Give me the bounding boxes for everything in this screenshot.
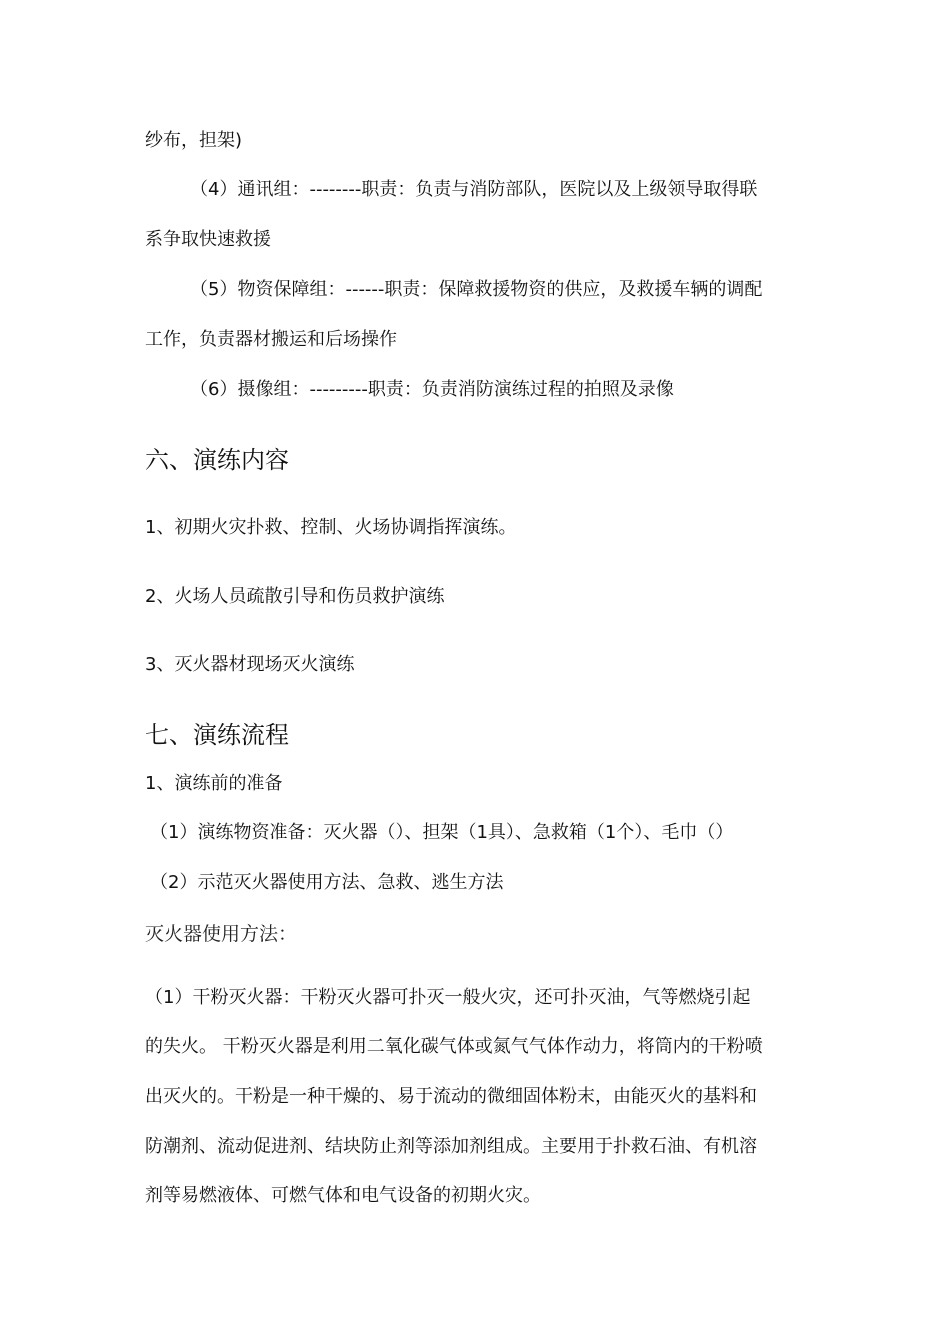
- paragraph-line: 的失火。 干粉灭火器是利用二氧化碳气体或氮气气体作动力，将筒内的干粉喷: [145, 1036, 763, 1057]
- text-line: （6）摄像组：---------职责：负责消防演练过程的拍照及录像: [190, 379, 674, 400]
- text-line: 系争取快速救援: [145, 229, 271, 250]
- section-heading: 七、演练流程: [145, 721, 289, 749]
- list-item: 1、初期火灾扑救、控制、火场协调指挥演练。: [145, 517, 517, 538]
- list-item: 2、火场人员疏散引导和伤员救护演练: [145, 586, 445, 607]
- paragraph-line: 剂等易燃液体、可燃气体和电气设备的初期火灾。: [145, 1185, 541, 1206]
- list-item: （1）演练物资准备：灭火器（）、担架（1具）、急救箱（1个）、毛巾（）: [150, 822, 734, 843]
- text-line: 工作，负责器材搬运和后场操作: [145, 329, 397, 350]
- list-item: 3、灭火器材现场灭火演练: [145, 654, 355, 675]
- paragraph-line: （1）干粉灭火器：干粉灭火器可扑灭一般火灾，还可扑灭油，气等燃烧引起: [145, 987, 751, 1008]
- text-line: （5）物资保障组：------职责：保障救援物资的供应，及救援车辆的调配: [190, 279, 763, 300]
- paragraph-line: 防潮剂、流动促进剂、结块防止剂等添加剂组成。主要用于扑救石油、有机溶: [145, 1136, 757, 1157]
- list-item: （2）示范灭火器使用方法、急救、逃生方法: [150, 872, 504, 893]
- text-line: 纱布，担架): [145, 130, 243, 151]
- section-heading: 六、演练内容: [145, 446, 289, 474]
- method-title: 灭火器使用方法：: [145, 923, 298, 945]
- paragraph-line: 出灭火的。干粉是一种干燥的、易于流动的微细固体粉末，由能灭火的基料和: [145, 1086, 757, 1107]
- step-title: 1、演练前的准备: [145, 773, 283, 794]
- text-line: （4）通讯组：--------职责：负责与消防部队，医院以及上级领导取得联: [190, 179, 758, 200]
